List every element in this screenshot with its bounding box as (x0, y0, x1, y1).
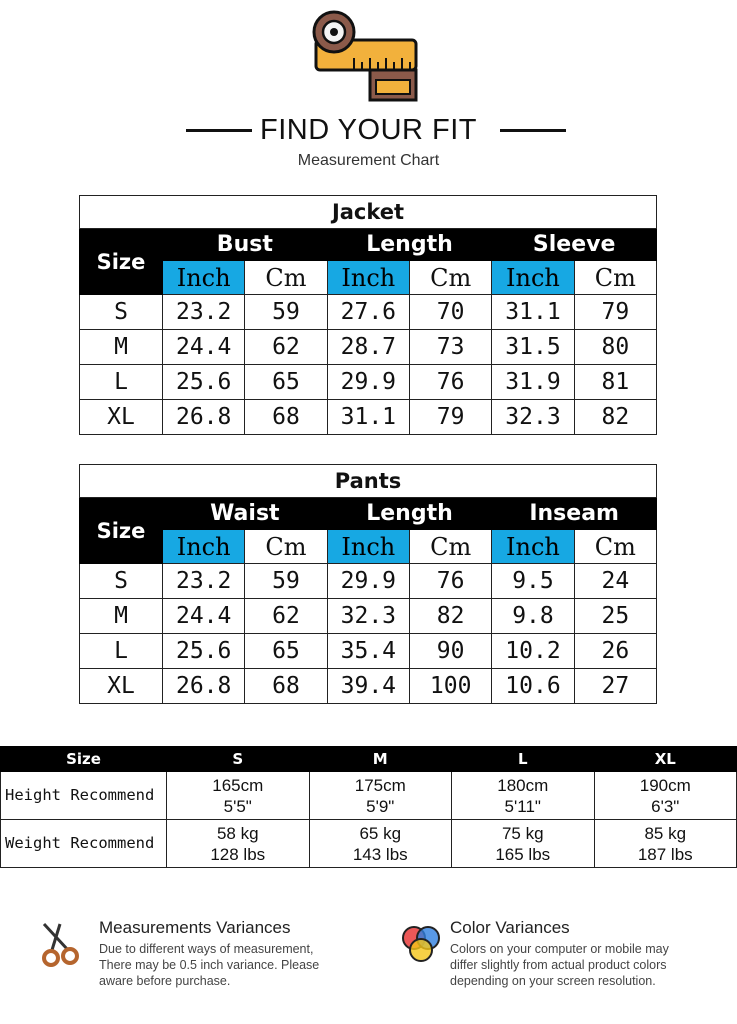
recommend-header-cell: M (309, 747, 452, 772)
table-title: Pants (80, 465, 657, 498)
title-rule-right (500, 129, 566, 132)
value-cell: 23.2 (163, 295, 245, 330)
note-line: depending on your screen resolution. (450, 974, 656, 988)
note-line: Due to different ways of measurement, (99, 942, 314, 956)
weight-lbs: 143 lbs (352, 844, 408, 864)
value-cell: 65 (245, 634, 327, 669)
group-header: Length (327, 498, 492, 530)
value-cell: 31.9 (492, 365, 574, 400)
value-cell: 25.6 (163, 634, 245, 669)
title-row (0, 112, 737, 148)
note-line: aware before purchase. (99, 974, 231, 988)
size-cell: XL (80, 669, 163, 704)
height-label: Height Recommend (1, 772, 167, 820)
value-cell: 82 (574, 400, 656, 435)
value-cell: 90 (409, 634, 491, 669)
weight-kg: 75 kg (501, 823, 544, 843)
height-cell (594, 772, 737, 820)
recommend-header-cell: L (452, 747, 595, 772)
value-cell: 32.3 (327, 599, 409, 634)
table-row (80, 295, 657, 330)
weight-cell (594, 820, 737, 868)
value-cell: 39.4 (327, 669, 409, 704)
weight-lbs: 165 lbs (495, 844, 551, 864)
value-cell: 9.5 (492, 564, 574, 599)
color-note (450, 918, 669, 989)
unit-header-cm: Cm (245, 530, 327, 564)
value-cell: 35.4 (327, 634, 409, 669)
height-row (1, 772, 737, 820)
height-cell (309, 772, 452, 820)
value-cell: 59 (245, 295, 327, 330)
color-wheel-icon (399, 922, 443, 966)
height-cm: 180cm (497, 775, 549, 795)
recommend-header-cell: XL (594, 747, 737, 772)
height-ft: 5'9" (366, 796, 395, 816)
weight-kg: 58 kg (216, 823, 259, 843)
size-cell: M (80, 330, 163, 365)
note-line: There may be 0.5 inch variance. Please (99, 958, 320, 972)
value-cell: 65 (245, 365, 327, 400)
note-line: Colors on your computer or mobile may (450, 942, 669, 956)
weight-cell (167, 820, 310, 868)
value-cell: 32.3 (492, 400, 574, 435)
value-cell: 28.7 (327, 330, 409, 365)
unit-header-cm: Cm (245, 261, 327, 295)
recommend-header-size: Size (1, 747, 167, 772)
value-cell: 68 (245, 400, 327, 435)
table-row (80, 669, 657, 704)
weight-lbs: 187 lbs (637, 844, 693, 864)
weight-cell (309, 820, 452, 868)
recommend-table (0, 746, 737, 868)
weight-row (1, 820, 737, 868)
value-cell: 25 (574, 599, 656, 634)
value-cell: 29.9 (327, 564, 409, 599)
note-title: Measurements Variances (99, 918, 291, 937)
value-cell: 9.8 (492, 599, 574, 634)
height-cell (167, 772, 310, 820)
scissors-icon (38, 920, 86, 968)
size-cell: S (80, 564, 163, 599)
value-cell: 26.8 (163, 400, 245, 435)
weight-cell (452, 820, 595, 868)
table-row (80, 330, 657, 365)
note-title: Color Variances (450, 918, 570, 937)
value-cell: 31.1 (327, 400, 409, 435)
size-header: Size (80, 498, 163, 564)
group-header: Sleeve (492, 229, 657, 261)
value-cell: 62 (245, 330, 327, 365)
page-title: FIND YOUR FIT (259, 114, 478, 146)
value-cell: 27 (574, 669, 656, 704)
page-subtitle: Measurement Chart (297, 152, 440, 169)
table-row (80, 634, 657, 669)
unit-header-inch: Inch (163, 261, 245, 295)
recommend-header-cell: S (167, 747, 310, 772)
height-cm: 165cm (212, 775, 264, 795)
weight-kg: 85 kg (644, 823, 687, 843)
jacket-table (79, 195, 657, 435)
group-header: Waist (163, 498, 328, 530)
size-cell: L (80, 365, 163, 400)
height-cm: 190cm (639, 775, 691, 795)
size-header: Size (80, 229, 163, 295)
unit-header-inch: Inch (327, 261, 409, 295)
unit-header-cm: Cm (409, 261, 491, 295)
group-header: Length (327, 229, 492, 261)
unit-header-cm: Cm (574, 530, 656, 564)
value-cell: 59 (245, 564, 327, 599)
weight-kg: 65 kg (359, 823, 402, 843)
table-title: Jacket (80, 196, 657, 229)
unit-header-inch: Inch (492, 261, 574, 295)
value-cell: 26.8 (163, 669, 245, 704)
size-cell: L (80, 634, 163, 669)
value-cell: 68 (245, 669, 327, 704)
size-cell: XL (80, 400, 163, 435)
height-ft: 5'11" (504, 796, 541, 816)
unit-header-cm: Cm (574, 261, 656, 295)
table-row (80, 564, 657, 599)
unit-header-cm: Cm (409, 530, 491, 564)
height-ft: 5'5" (223, 796, 252, 816)
value-cell: 10.2 (492, 634, 574, 669)
unit-header-inch: Inch (492, 530, 574, 564)
weight-lbs: 128 lbs (210, 844, 266, 864)
value-cell: 10.6 (492, 669, 574, 704)
note-line: differ slightly from actual product colors (450, 958, 667, 972)
value-cell: 73 (409, 330, 491, 365)
pants-table (79, 464, 657, 704)
height-cell (452, 772, 595, 820)
unit-header-inch: Inch (327, 530, 409, 564)
size-cell: S (80, 295, 163, 330)
weight-label: Weight Recommend (1, 820, 167, 868)
value-cell: 76 (409, 365, 491, 400)
value-cell: 100 (409, 669, 491, 704)
tape-measure-icon (310, 8, 425, 103)
value-cell: 27.6 (327, 295, 409, 330)
measurement-note (99, 918, 319, 989)
value-cell: 80 (574, 330, 656, 365)
table-row (80, 365, 657, 400)
height-ft: 6'3" (651, 796, 680, 816)
value-cell: 62 (245, 599, 327, 634)
group-header: Inseam (492, 498, 657, 530)
value-cell: 24.4 (163, 599, 245, 634)
value-cell: 82 (409, 599, 491, 634)
value-cell: 79 (409, 400, 491, 435)
height-cm: 175cm (354, 775, 406, 795)
value-cell: 24.4 (163, 330, 245, 365)
unit-header-inch: Inch (163, 530, 245, 564)
size-cell: M (80, 599, 163, 634)
value-cell: 76 (409, 564, 491, 599)
table-row (80, 599, 657, 634)
value-cell: 31.1 (492, 295, 574, 330)
value-cell: 26 (574, 634, 656, 669)
value-cell: 23.2 (163, 564, 245, 599)
table-row (80, 400, 657, 435)
value-cell: 25.6 (163, 365, 245, 400)
value-cell: 24 (574, 564, 656, 599)
value-cell: 29.9 (327, 365, 409, 400)
value-cell: 79 (574, 295, 656, 330)
value-cell: 31.5 (492, 330, 574, 365)
value-cell: 70 (409, 295, 491, 330)
value-cell: 81 (574, 365, 656, 400)
group-header: Bust (163, 229, 328, 261)
